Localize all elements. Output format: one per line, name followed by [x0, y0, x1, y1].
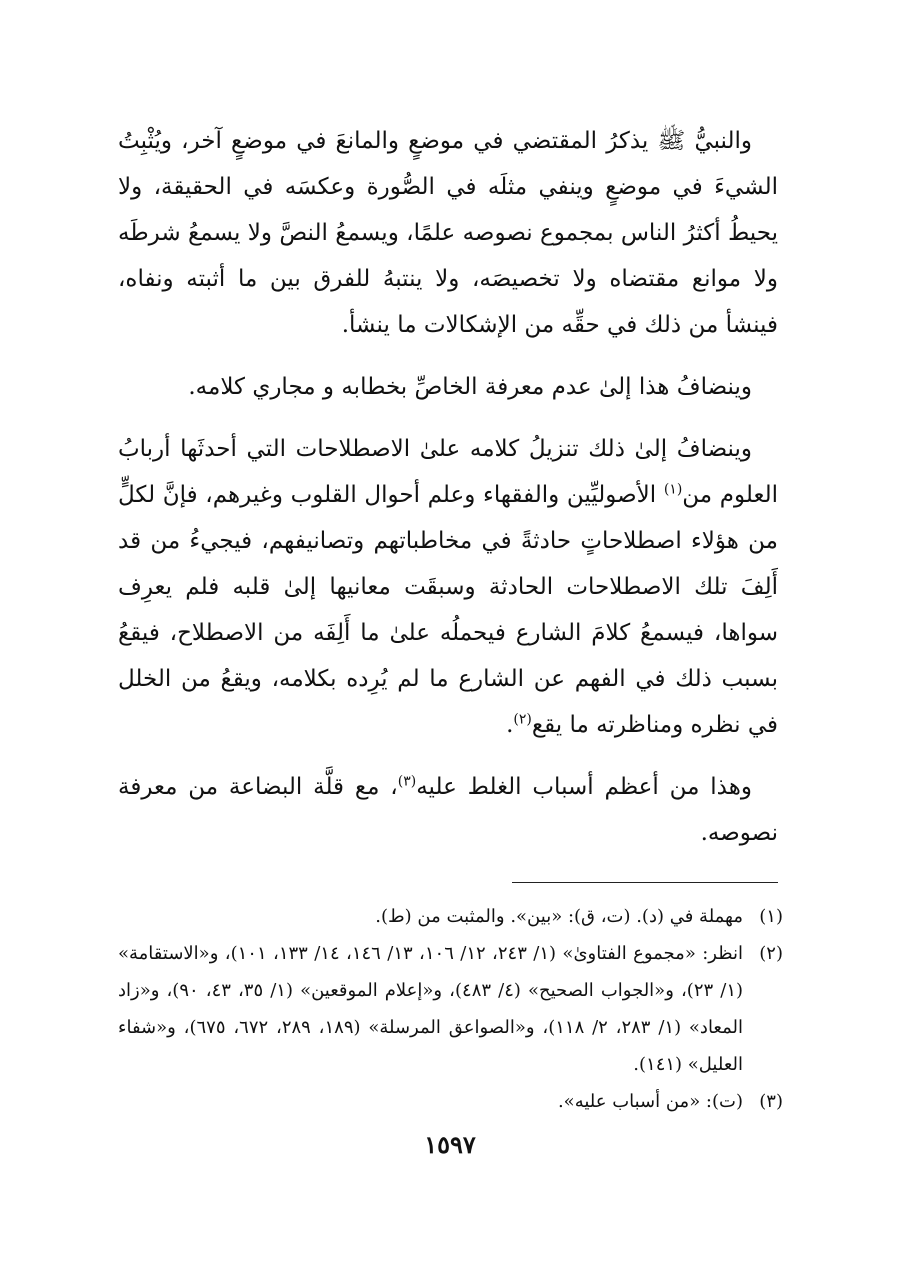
- footnote-number: (٣): [759, 1091, 783, 1112]
- main-text: [118, 118, 778, 872]
- footnote-ref-1: (١): [663, 481, 683, 498]
- footnote-2: [118, 935, 783, 1083]
- paragraph-3-end: .: [506, 712, 514, 738]
- paragraph-4: [118, 764, 778, 856]
- footnote-separator: [512, 882, 778, 883]
- footnote-1: [118, 898, 783, 935]
- footnote-3: [118, 1083, 783, 1120]
- page-number: ١٥٩٧: [424, 1130, 476, 1159]
- footnote-number: (١): [759, 906, 783, 927]
- footnote-ref-3: (٣): [397, 773, 417, 790]
- paragraph-3-part-1: وينضافُ إلىٰ ذلك تنزيلُ كلامه علىٰ الاصطلاحات التي أحدثَها أربابُ العلوم من: [118, 436, 778, 508]
- footnote-text: انظر: «مجموع الفتاوىٰ» (١/ ٢٤٣، ١٢/ ١٠٦، ١٣/ ١٤٦، ١٤/ ١٣٣، ١٠١)، و«الاستقامة» (١/ ٢٣)، و«الجواب الصحيح» (٤/ ٤٨٣)، و«إعلام الموقعين» (١/ ٣٥، ٤٣، ٩٠)، و«زاد المعاد» (١/ ٢٨٣، ٢/ ١١٨)، و«الصواعق المرسلة» (١٨٩، ٢٨٩، ٦٧٢، ٦٧٥)، و«شفاء العليل» (١٤١).: [118, 943, 744, 1075]
- paragraph-3-part-2: الأصوليِّين والفقهاء وعلم أحوال القلوب وغيرهم، فإنَّ لكلٍّ من هؤلاء اصطلاحاتٍ حادثةً في مخاطباتهم وتصانيفهم، فيجيءُ من قد أَلِفَ تلك الاصطلاحات الحادثة وسبقَت معانيها إلىٰ قلبه فلم يعرِف سواها، فيسمعُ كلامَ الشارع فيحملُه علىٰ ما أَلِفَه من الاصطلاح، فيقعُ بسبب ذلك في الفهم عن الشارع ما لم يُرِده بكلامه، ويقعُ من الخلل في نظره ومناظرته ما يقع: [118, 482, 778, 738]
- paragraph-2: وينضافُ هذا إلىٰ عدم معرفة الخاصِّ بخطابه و مجاري كلامه.: [188, 374, 752, 400]
- paragraph-3: [118, 426, 778, 748]
- paragraph-4-part-1: وهذا من أعظم أسباب الغلط عليه: [416, 774, 752, 800]
- paragraph-4-part-2: ، مع قلَّة البضاعة من معرفة نصوصه.: [118, 774, 778, 846]
- footnote-ref-2: (٢): [513, 711, 532, 728]
- footnote-text: مهملة في (د). (ت، ق): «بين». والمثبت من (ط).: [375, 906, 743, 927]
- footnote-text: (ت): «من أسباب عليه».: [557, 1091, 743, 1112]
- footnotes: [118, 898, 783, 1120]
- footnote-number: (٢): [759, 943, 783, 964]
- paragraph-1: والنبيُّ ﷺ يذكرُ المقتضي في موضعٍ والمانعَ في موضعٍ آخر، ويُثْبِتُ الشيءَ في موضعٍ وينفي مثلَه في الصُّورة وعكسَه في الحقيقة، ولا يحيطُ أكثرُ الناس بمجموع نصوصه علمًا، ويسمعُ النصَّ ولا يسمعُ شرطَه ولا موانع مقتضاه ولا تخصيصَه، ولا ينتبهُ للفرق بين ما أثبته ونفاه، فينشأ من ذلك في حقِّه من الإشكالات ما ينشأ.: [118, 128, 778, 338]
